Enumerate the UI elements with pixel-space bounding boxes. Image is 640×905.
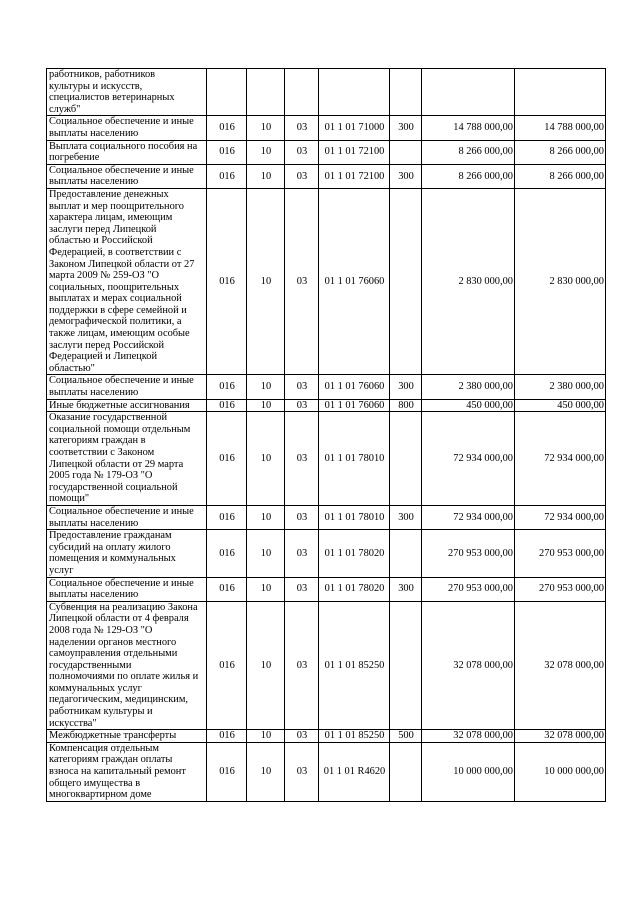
amount-cell-2: 2 830 000,00 xyxy=(515,188,606,375)
table-row xyxy=(47,140,606,164)
expense-type-code xyxy=(390,69,422,116)
amount-cell: 14 788 000,00 xyxy=(422,116,515,140)
ministry-code: 016 xyxy=(207,730,247,743)
subsection-code: 03 xyxy=(285,742,319,801)
ministry-code: 016 xyxy=(207,399,247,412)
amount-cell: 8 266 000,00 xyxy=(422,164,515,188)
row-name: Предоставление гражданам субсидий на оплату жилого помещения и коммунальных услуг xyxy=(47,530,207,577)
subsection-code: 03 xyxy=(285,577,319,601)
subsection-code: 03 xyxy=(285,375,319,399)
section-code: 10 xyxy=(247,412,285,506)
amount-cell xyxy=(422,69,515,116)
target-article-code: 01 1 01 76060 xyxy=(319,375,390,399)
table-row xyxy=(47,116,606,140)
table-row xyxy=(47,399,606,412)
ministry-code: 016 xyxy=(207,375,247,399)
target-article-code: 01 1 01 78010 xyxy=(319,412,390,506)
row-name: Социальное обеспечение и иные выплаты населению xyxy=(47,164,207,188)
row-name: Компенсация отдельным категориям граждан оплаты взноса на капитальный ремонт общего имущества в многоквартирном доме xyxy=(47,742,207,801)
amount-cell: 450 000,00 xyxy=(422,399,515,412)
ministry-code: 016 xyxy=(207,601,247,730)
target-article-code: 01 1 01 72100 xyxy=(319,164,390,188)
row-name: Социальное обеспечение и иные выплаты населению xyxy=(47,577,207,601)
target-article-code: 01 1 01 76060 xyxy=(319,188,390,375)
ministry-code: 016 xyxy=(207,164,247,188)
section-code: 10 xyxy=(247,375,285,399)
amount-cell-2: 450 000,00 xyxy=(515,399,606,412)
row-name: Выплата социального пособия на погребение xyxy=(47,140,207,164)
row-name: Предоставление денежных выплат и мер поощрительного характера лицам, имеющим заслуги перед Липецкой областью и Российской Федерацией, в соответствии с Законом Липецкой области от 27 марта 2009 № 259-ОЗ "О социальных, поощрительных выплатах и мерах социальной поддержки в сфере семейной и демографической политики, а также лицам, имеющим особые заслуги перед Российской Федерацией и Липецкой областью" xyxy=(47,188,207,375)
table-row xyxy=(47,188,606,375)
section-code: 10 xyxy=(247,116,285,140)
row-name: Межбюджетные трансферты xyxy=(47,730,207,743)
amount-cell: 10 000 000,00 xyxy=(422,742,515,801)
expense-type-code: 300 xyxy=(390,375,422,399)
expense-type-code: 300 xyxy=(390,577,422,601)
expense-type-code: 300 xyxy=(390,164,422,188)
section-code: 10 xyxy=(247,164,285,188)
table-row xyxy=(47,164,606,188)
table-row xyxy=(47,730,606,743)
amount-cell-2 xyxy=(515,69,606,116)
section-code: 10 xyxy=(247,730,285,743)
table-row xyxy=(47,69,606,116)
expense-type-code xyxy=(390,601,422,730)
subsection-code: 03 xyxy=(285,412,319,506)
amount-cell: 32 078 000,00 xyxy=(422,730,515,743)
ministry-code xyxy=(207,69,247,116)
ministry-code: 016 xyxy=(207,188,247,375)
table-row xyxy=(47,601,606,730)
target-article-code: 01 1 01 78020 xyxy=(319,577,390,601)
row-name: Иные бюджетные ассигнования xyxy=(47,399,207,412)
section-code: 10 xyxy=(247,577,285,601)
target-article-code: 01 1 01 72100 xyxy=(319,140,390,164)
amount-cell-2: 270 953 000,00 xyxy=(515,530,606,577)
target-article-code: 01 1 01 78020 xyxy=(319,530,390,577)
expense-type-code: 300 xyxy=(390,116,422,140)
section-code: 10 xyxy=(247,742,285,801)
table-row xyxy=(47,577,606,601)
subsection-code: 03 xyxy=(285,188,319,375)
subsection-code: 03 xyxy=(285,530,319,577)
section-code: 10 xyxy=(247,530,285,577)
amount-cell-2: 72 934 000,00 xyxy=(515,505,606,529)
ministry-code: 016 xyxy=(207,505,247,529)
target-article-code: 01 1 01 85250 xyxy=(319,730,390,743)
expense-type-code: 300 xyxy=(390,505,422,529)
amount-cell: 2 380 000,00 xyxy=(422,375,515,399)
table-row xyxy=(47,505,606,529)
expense-type-code: 800 xyxy=(390,399,422,412)
row-name: Оказание государственной социальной помощи отдельным категориям граждан в соответствии с Законом Липецкой области от 29 марта 2005 года № 179-ОЗ "О государственной социальной помощи" xyxy=(47,412,207,506)
target-article-code: 01 1 01 R4620 xyxy=(319,742,390,801)
ministry-code: 016 xyxy=(207,577,247,601)
expense-type-code xyxy=(390,742,422,801)
ministry-code: 016 xyxy=(207,742,247,801)
section-code xyxy=(247,69,285,116)
table-row xyxy=(47,375,606,399)
table-row xyxy=(47,412,606,506)
row-name: Социальное обеспечение и иные выплаты населению xyxy=(47,505,207,529)
subsection-code: 03 xyxy=(285,399,319,412)
target-article-code: 01 1 01 71000 xyxy=(319,116,390,140)
table-row xyxy=(47,742,606,801)
section-code: 10 xyxy=(247,188,285,375)
document-page xyxy=(46,68,606,802)
expense-type-code xyxy=(390,530,422,577)
subsection-code: 03 xyxy=(285,730,319,743)
amount-cell: 72 934 000,00 xyxy=(422,412,515,506)
ministry-code: 016 xyxy=(207,140,247,164)
amount-cell-2: 270 953 000,00 xyxy=(515,577,606,601)
section-code: 10 xyxy=(247,601,285,730)
ministry-code: 016 xyxy=(207,116,247,140)
amount-cell: 8 266 000,00 xyxy=(422,140,515,164)
table-body xyxy=(47,69,606,802)
amount-cell-2: 8 266 000,00 xyxy=(515,140,606,164)
subsection-code: 03 xyxy=(285,164,319,188)
subsection-code: 03 xyxy=(285,505,319,529)
expense-type-code: 500 xyxy=(390,730,422,743)
expense-type-code xyxy=(390,188,422,375)
subsection-code: 03 xyxy=(285,601,319,730)
amount-cell-2: 32 078 000,00 xyxy=(515,730,606,743)
row-name: работников, работников культуры и искусств, специалистов ветеринарных служб" xyxy=(47,69,207,116)
expense-type-code xyxy=(390,140,422,164)
table-row xyxy=(47,530,606,577)
row-name: Социальное обеспечение и иные выплаты населению xyxy=(47,375,207,399)
amount-cell-2: 2 380 000,00 xyxy=(515,375,606,399)
subsection-code: 03 xyxy=(285,140,319,164)
ministry-code: 016 xyxy=(207,412,247,506)
target-article-code: 01 1 01 85250 xyxy=(319,601,390,730)
budget-table xyxy=(46,68,606,802)
amount-cell-2: 72 934 000,00 xyxy=(515,412,606,506)
amount-cell-2: 10 000 000,00 xyxy=(515,742,606,801)
section-code: 10 xyxy=(247,399,285,412)
amount-cell: 2 830 000,00 xyxy=(422,188,515,375)
amount-cell: 32 078 000,00 xyxy=(422,601,515,730)
amount-cell: 270 953 000,00 xyxy=(422,577,515,601)
expense-type-code xyxy=(390,412,422,506)
section-code: 10 xyxy=(247,505,285,529)
target-article-code: 01 1 01 78010 xyxy=(319,505,390,529)
row-name: Субвенция на реализацию Закона Липецкой области от 4 февраля 2008 года № 129-ОЗ "О наделении органов местного самоуправления отдельными государственными полномочиями по оплате жилья и коммунальных услуг педагогическим, медицинским, работникам культуры и искусства" xyxy=(47,601,207,730)
ministry-code: 016 xyxy=(207,530,247,577)
amount-cell-2: 32 078 000,00 xyxy=(515,601,606,730)
amount-cell-2: 8 266 000,00 xyxy=(515,164,606,188)
target-article-code: 01 1 01 76060 xyxy=(319,399,390,412)
amount-cell: 270 953 000,00 xyxy=(422,530,515,577)
row-name: Социальное обеспечение и иные выплаты населению xyxy=(47,116,207,140)
subsection-code: 03 xyxy=(285,116,319,140)
subsection-code xyxy=(285,69,319,116)
amount-cell: 72 934 000,00 xyxy=(422,505,515,529)
section-code: 10 xyxy=(247,140,285,164)
amount-cell-2: 14 788 000,00 xyxy=(515,116,606,140)
target-article-code xyxy=(319,69,390,116)
